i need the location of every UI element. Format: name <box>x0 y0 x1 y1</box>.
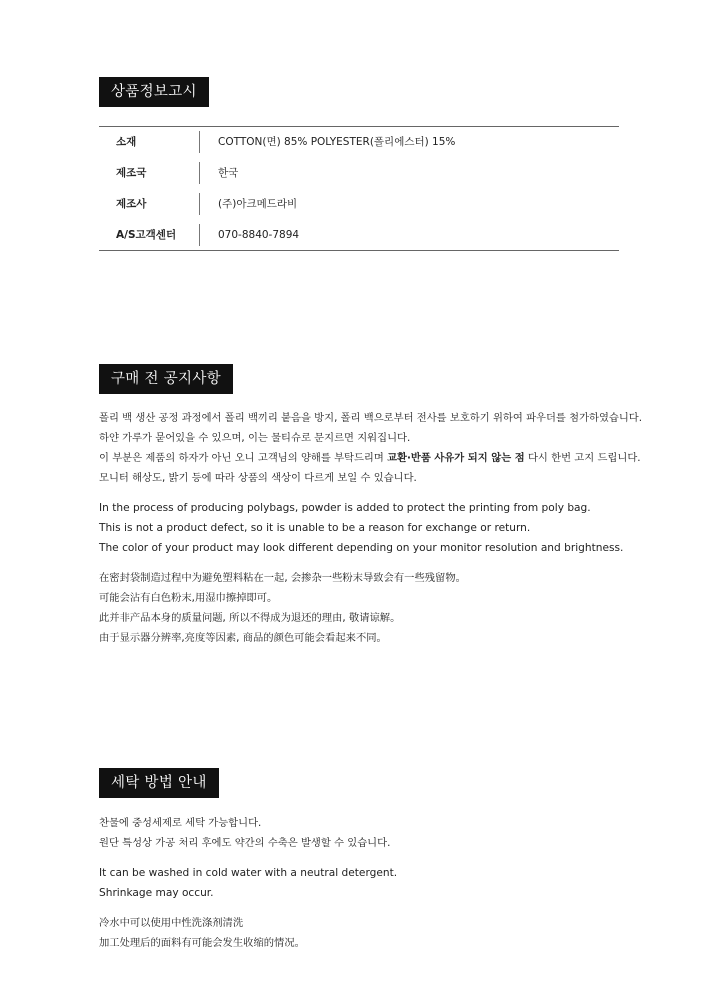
notice-korean-text <box>99 408 643 488</box>
notice-title: 구매 전 공지사항 <box>99 364 233 394</box>
spec-label: 제조사 <box>116 198 147 210</box>
column-divider <box>199 162 200 184</box>
notice-english-text <box>99 498 629 558</box>
notice-line: 폴리 백 생산 공정 과정에서 폴리 백끼리 붙음을 방지, 폴리 백으로부터 전사를 보호하기 위하여 파우더를 첨가하였습니다. <box>99 412 643 424</box>
notice-chinese-text <box>99 568 629 648</box>
washing-line: 加工处理后的面料有可能会发生收缩的情况。 <box>99 937 305 949</box>
washing-title: 세탁 방법 안내 <box>99 768 219 798</box>
product-info-title: 상품정보고시 <box>99 77 209 107</box>
spec-row-manufacturer <box>99 191 619 217</box>
washing-line: 원단 특성상 가공 처리 후에도 약간의 수축은 발생할 수 있습니다. <box>99 837 391 849</box>
column-divider <box>199 131 200 153</box>
notice-line: 此并非产品本身的质量问题, 所以不得成为退还的理由, 敬请谅解。 <box>99 612 401 624</box>
notice-emphasis: 교환·반품 사유가 되지 않는 점 <box>387 452 525 464</box>
washing-line: Shrinkage may occur. <box>99 887 214 899</box>
notice-line: 모니터 해상도, 밝기 등에 따라 상품의 색상이 다르게 보일 수 있습니다. <box>99 472 417 484</box>
washing-line: 찬물에 중성세제로 세탁 가능합니다. <box>99 817 262 829</box>
spec-row-material <box>99 129 619 155</box>
washing-korean-text <box>99 813 629 853</box>
table-bottom-rule <box>99 250 619 251</box>
notice-line: 可能会沾有白色粉末,用湿巾擦掉即可。 <box>99 592 278 604</box>
notice-line: 在密封袋制造过程中为避免塑料粘在一起, 会掺杂一些粉末导致会有一些残留物。 <box>99 572 466 584</box>
notice-line: 하얀 가루가 묻어있을 수 있으며, 이는 물티슈로 문지르면 지워집니다. <box>99 432 411 444</box>
table-top-rule <box>99 126 619 127</box>
washing-chinese-text <box>99 913 629 953</box>
washing-line: 冷水中可以使用中性洗涤剂清洗 <box>99 917 244 929</box>
notice-line: 이 부분은 제품의 하자가 아닌 오니 고객님의 양해를 부탁드리며 교환·반품 사유가 되지 않는 점 다시 한번 고지 드립니다. <box>99 452 641 464</box>
washing-english-text <box>99 863 629 903</box>
spec-row-country <box>99 160 619 186</box>
notice-line: 由于显示器分辨率,亮度等因素, 商品的颜色可能会看起来不同。 <box>99 632 387 644</box>
spec-row-cs-center <box>99 222 619 248</box>
column-divider <box>199 224 200 246</box>
spec-label: 제조국 <box>116 167 147 179</box>
notice-line: The color of your product may look different depending on your monitor resolution and brightness. <box>99 542 624 554</box>
spec-value: (주)아크메드라비 <box>218 198 298 210</box>
washing-line: It can be washed in cold water with a neutral detergent. <box>99 867 398 879</box>
notice-line: In the process of producing polybags, powder is added to protect the printing from poly bag. <box>99 502 591 514</box>
spec-value: COTTON(면) 85% POLYESTER(폴리에스터) 15% <box>218 136 456 148</box>
notice-line: This is not a product defect, so it is unable to be a reason for exchange or return. <box>99 522 531 534</box>
spec-value: 070-8840-7894 <box>218 229 300 241</box>
spec-value: 한국 <box>218 167 239 179</box>
spec-label: 소재 <box>116 136 137 148</box>
spec-label: A/S고객센터 <box>116 229 177 241</box>
column-divider <box>199 193 200 215</box>
